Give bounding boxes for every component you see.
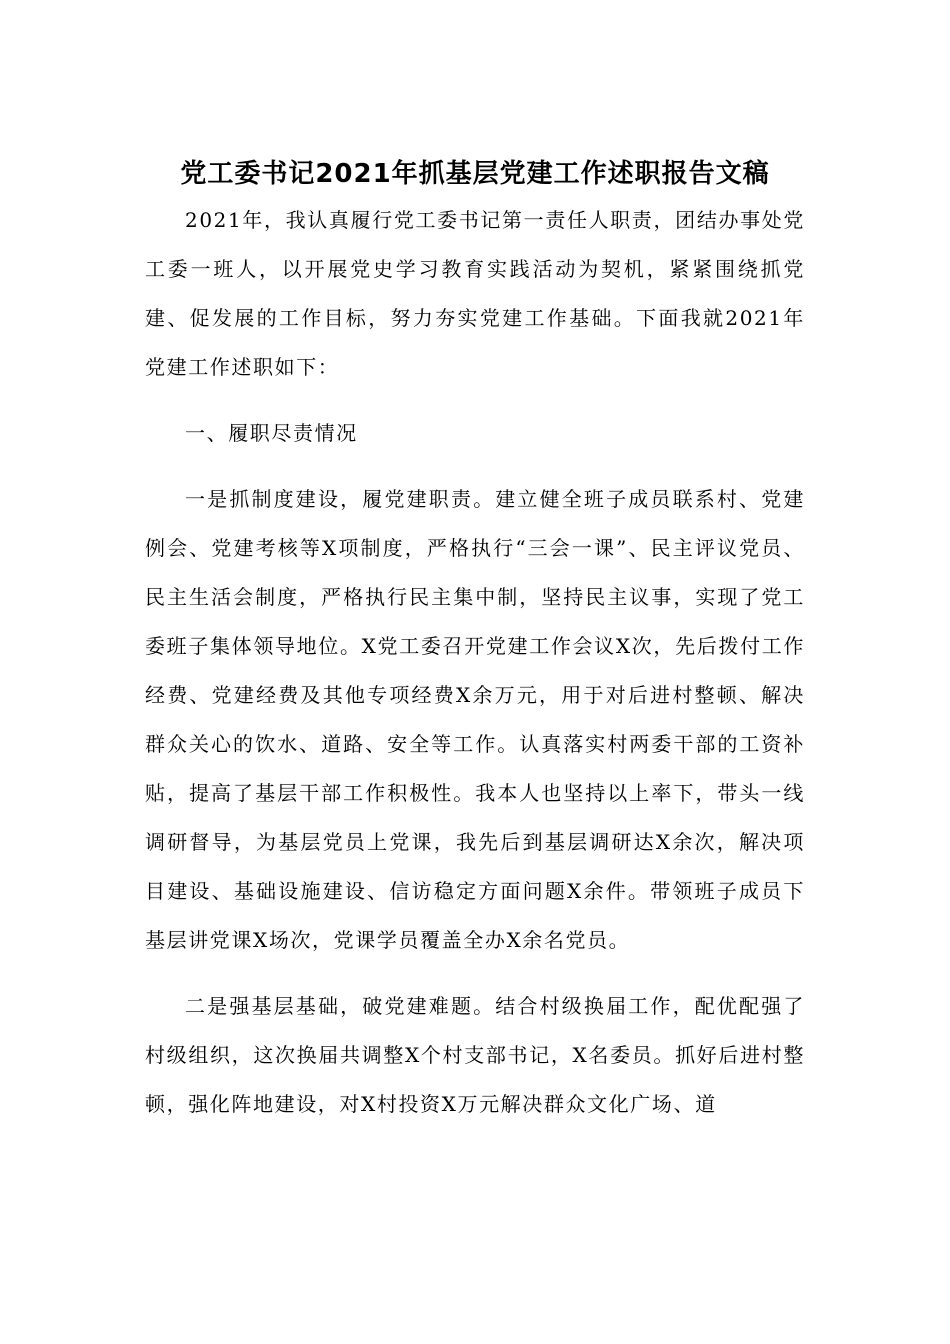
paragraph-point-2: 二是强基层基础，破党建难题。结合村级换届工作，配优配强了村级组织，这次换届共调整X个村支部书记，X名委员。抓好后进村整顿，强化阵地建设，对X村投资X万元解决群众文化广场、道 (145, 994, 805, 1116)
section-heading: 一、履职尽责情况 (185, 421, 358, 445)
paragraph-intro: 2021年，我认真履行党工委书记第一责任人职责，团结办事处党工委一班人，以开展党史学习教育实践活动为契机，紧紧围绕抓党建、促发展的工作目标，努力夯实党建工作基础。下面我就2021年党建工作述职如下： (145, 208, 805, 379)
document-title: 党工委书记2021年抓基层党建工作述职报告文稿 (180, 159, 770, 189)
paragraph-point-1: 一是抓制度建设，履党建职责。建立健全班子成员联系村、党建例会、党建考核等X项制度，严格执行“三会一课”、民主评议党员、民主生活会制度，严格执行民主集中制，坚持民主议事，实现了党工委班子集体领导地位。X党工委召开党建工作会议X次，先后拨付工作经费、党建经费及其他专项经费X余万元，用于对后进村整顿、解决群众关心的饮水、道路、安全等工作。认真落实村两委干部的工资补贴，提高了基层干部工作积极性。我本人也坚持以上率下，带头一线调研督导，为基层党员上党课，我先后到基层调研达X余次，解决项目建设、基础设施建设、信访稳定方面问题X余件。带领班子成员下基层讲党课X场次，党课学员覆盖全办X余名党员。 (145, 487, 805, 952)
document-body (145, 196, 805, 1129)
